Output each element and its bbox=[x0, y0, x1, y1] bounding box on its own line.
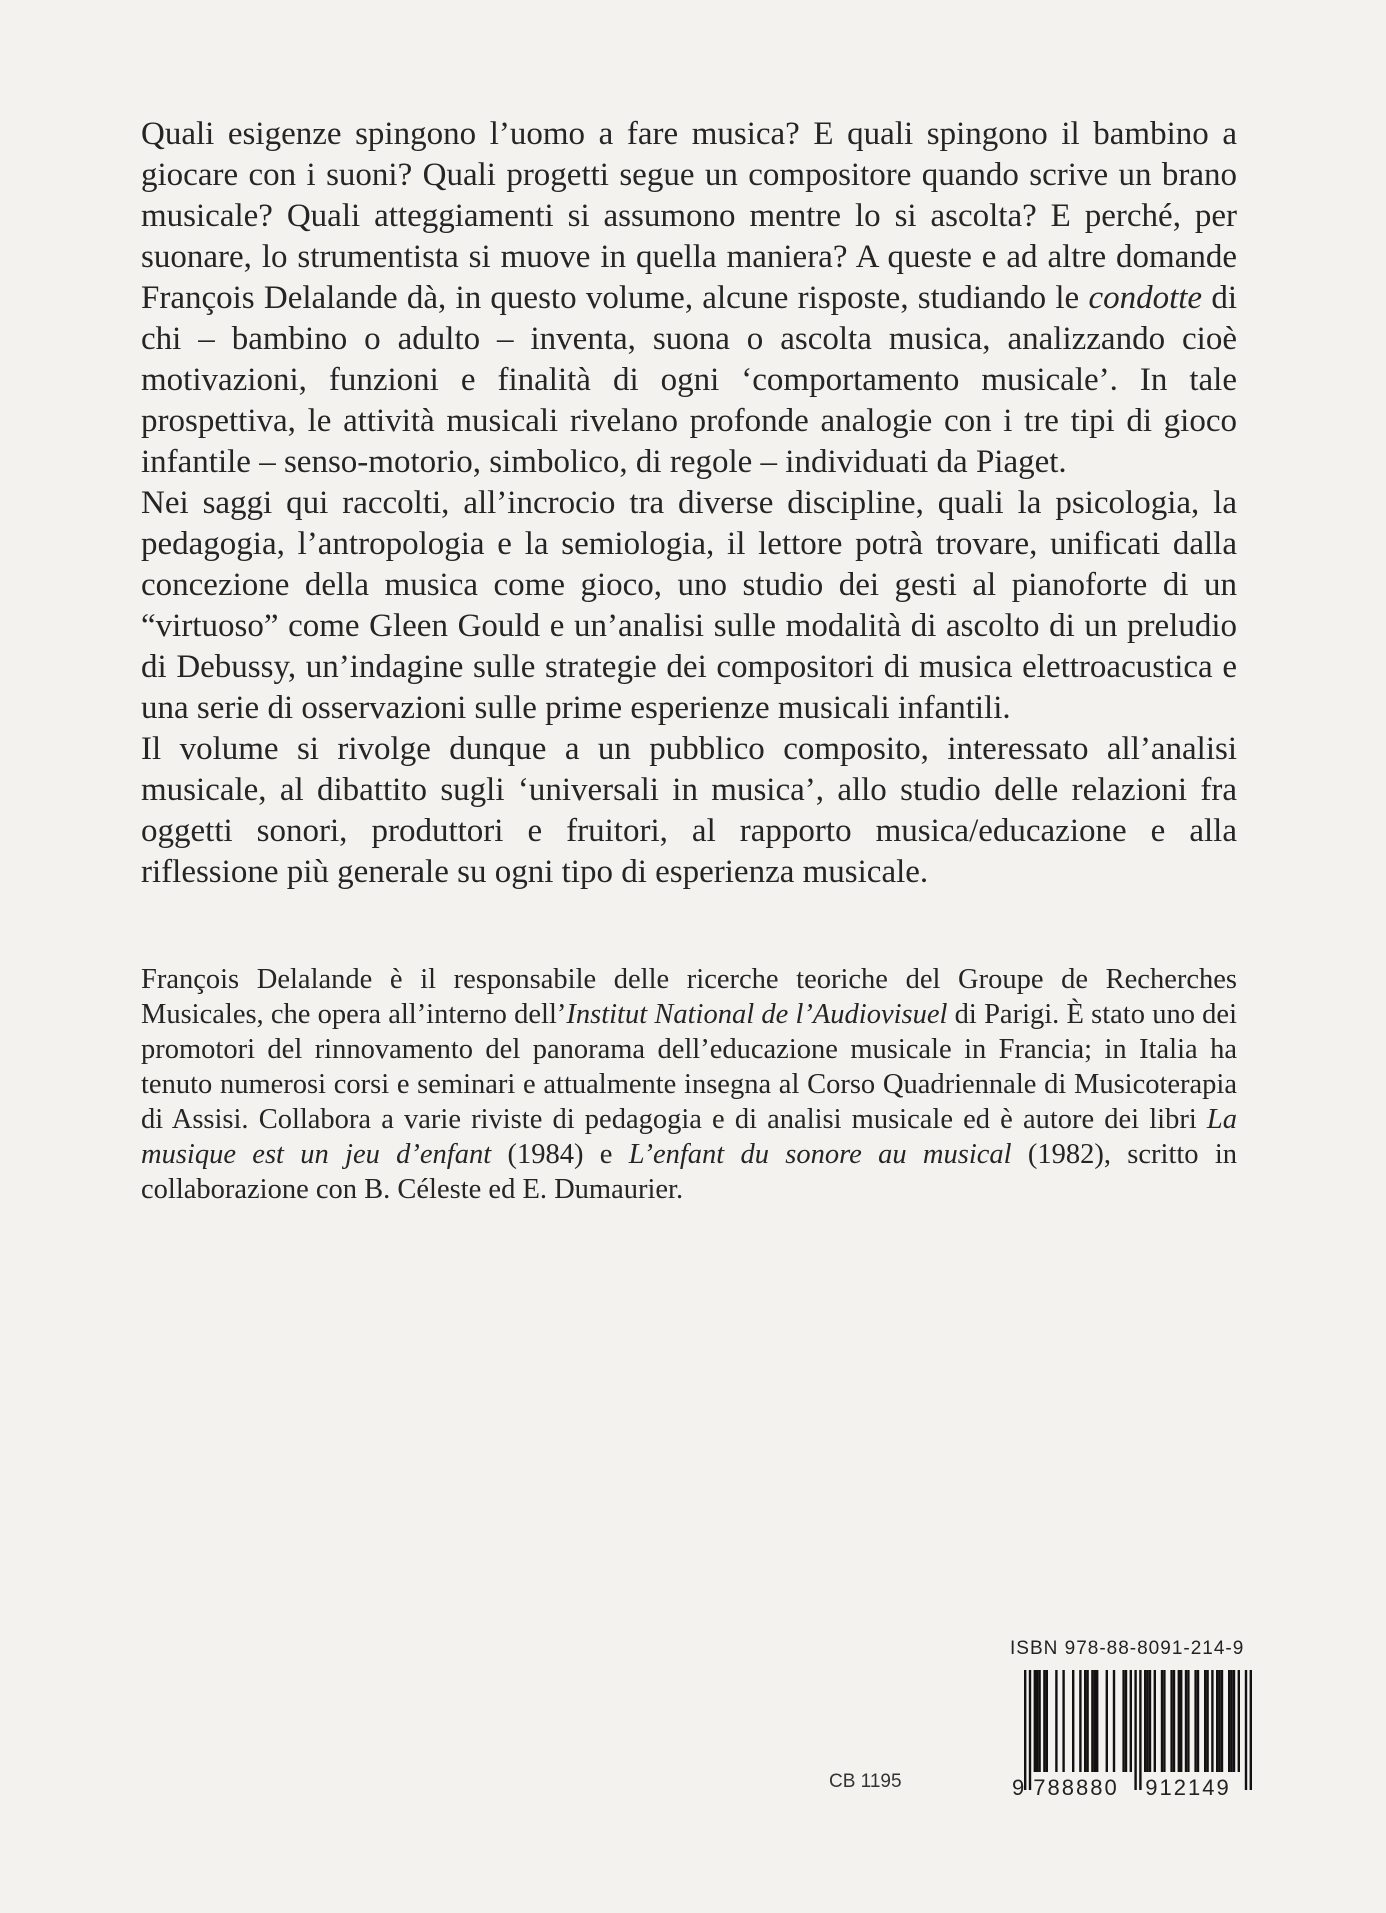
barcode-bar bbox=[1161, 1670, 1163, 1772]
barcode-bar bbox=[1178, 1670, 1180, 1772]
barcode-bar bbox=[1139, 1670, 1141, 1790]
barcode-bar bbox=[1072, 1670, 1074, 1772]
barcode-bar bbox=[1084, 1670, 1086, 1772]
barcode-bar bbox=[1034, 1670, 1036, 1772]
barcode-bar bbox=[1055, 1670, 1057, 1772]
barcode-left-digits: 788880 bbox=[1033, 1775, 1119, 1800]
barcode-bar bbox=[1122, 1670, 1124, 1772]
barcode-first-digit: 9 bbox=[1012, 1775, 1025, 1800]
author-bio-paragraph: François Delalande è il responsabile delle ricerche teoriche del Groupe de Recherches Musicales, che opera all’interno dell’Institut National de l’Audiovisuel di Parigi. È stato uno dei promotori del rinnovamento del panorama dell’educazione musicale in Francia; in Italia ha tenuto numerosi corsi e seminari e attualmente insegna al Corso Quadriennale di Musicoterapia di Assisi. Collabora a varie riviste di pedagogia e di analisi musicale ed è autore dei libri La musique est un jeu d’enfant (1984) e L’enfant du sonore au musical (1982), scritto in collaborazione con B. Céleste ed E. Dumaurier. bbox=[141, 964, 1238, 1205]
barcode-bar bbox=[1043, 1670, 1045, 1772]
barcode-bar bbox=[1113, 1670, 1115, 1772]
barcode-bar bbox=[1185, 1670, 1187, 1772]
barcode-bar bbox=[1130, 1670, 1132, 1772]
barcode-bar bbox=[1134, 1670, 1136, 1790]
barcode-bar bbox=[1086, 1670, 1088, 1772]
barcode-bar bbox=[1038, 1670, 1040, 1772]
barcode-bar bbox=[1046, 1670, 1048, 1772]
barcode-bar bbox=[1163, 1670, 1165, 1772]
barcode-bar bbox=[1091, 1670, 1093, 1772]
barcode-bar bbox=[1245, 1670, 1247, 1790]
barcode-bar bbox=[1211, 1670, 1213, 1772]
barcode-bar bbox=[1180, 1670, 1182, 1772]
barcode-bar bbox=[1230, 1670, 1232, 1772]
barcode-bar bbox=[1094, 1670, 1096, 1772]
barcode-bar bbox=[1228, 1670, 1230, 1772]
barcode-bar bbox=[1029, 1670, 1031, 1790]
barcode-bar bbox=[1079, 1670, 1081, 1772]
barcode-bar bbox=[1238, 1670, 1240, 1772]
italic-term: condotte bbox=[1088, 280, 1203, 316]
barcode-bar bbox=[1233, 1670, 1235, 1772]
barcode-bar bbox=[1036, 1670, 1038, 1772]
summary-paragraph-1: Quali esigenze spingono l’uomo a fare musica? E quali spingono il bambino a giocare con i suoni? Quali progetti segue un compositore quando scrive un brano musicale? Quali atteggiamenti si assumono mentre lo si ascolta? E perché, per suonare, lo strumentista si muove in quella maniera? A queste e ad altre domande François Delalande dà, in questo volume, alcune risposte, studiando le condotte di chi – bambino o adulto – inventa, suona o ascolta musica, analizzando cioè motivazioni, funzioni e finalità di ogni ‘comportamento musicale’. In tale prospettiva, le attività musicali rivelano profonde analogie con i tre tipi di gioco infantile – senso-motorio, simbolico, di regole – individuati da Piaget. bbox=[141, 116, 1237, 480]
barcode-bar bbox=[1204, 1670, 1206, 1772]
author-bio bbox=[141, 962, 1237, 1207]
barcode-bar bbox=[1024, 1670, 1026, 1790]
barcode-bar bbox=[1144, 1670, 1146, 1772]
barcode-graphic bbox=[1010, 1670, 1262, 1800]
barcode-bar bbox=[1221, 1670, 1223, 1772]
summary-text bbox=[141, 114, 1237, 893]
barcode-bar bbox=[1096, 1670, 1098, 1772]
barcode-bar bbox=[1149, 1670, 1151, 1772]
barcode-bar bbox=[1250, 1670, 1252, 1790]
barcode-right-digits: 912149 bbox=[1145, 1775, 1231, 1800]
barcode-bar bbox=[1206, 1670, 1208, 1772]
summary-paragraph-2: Nei saggi qui raccolti, all’incrocio tra diverse discipline, quali la psicologia, la pedagogia, l’antropologia e la semiologia, il lettore potrà trovare, unificati dalla concezione della musica come gioco, uno studio dei gesti al pianoforte di un “virtuoso” come Gleen Gould e un’analisi sulle modalità di ascolto di un preludio di Debussy, un’indagine sulle strategie dei compositori di musica elettroacustica e una serie di osservazioni sulle prime esperienze musicali infantili. bbox=[141, 485, 1237, 726]
barcode-bar bbox=[1197, 1670, 1199, 1772]
barcode-bar bbox=[1125, 1670, 1127, 1772]
barcode-bar bbox=[1173, 1670, 1175, 1772]
isbn-barcode bbox=[1010, 1670, 1262, 1800]
isbn-label: ISBN 978-88-8091-214-9 bbox=[1010, 1638, 1245, 1659]
barcode-bar bbox=[1194, 1670, 1196, 1772]
barcode-bar bbox=[1146, 1670, 1148, 1772]
barcode-bar bbox=[1218, 1670, 1220, 1772]
barcode-bar bbox=[1187, 1670, 1189, 1772]
barcode-bar bbox=[1106, 1670, 1108, 1772]
barcode-bar bbox=[1062, 1670, 1064, 1772]
catalog-code: CB 1195 bbox=[829, 1771, 902, 1792]
summary-paragraph-3: Il volume si rivolge dunque a un pubblico composito, interessato all’analisi musicale, al dibattito sugli ‘universali in musica’, allo studio delle relazioni fra oggetti sonori, produttori e fruitori, al rapporto musica/educazione e alla riflessione più generale su ogni tipo di esperienza musicale. bbox=[141, 731, 1237, 890]
barcode-bar bbox=[1154, 1670, 1156, 1772]
barcode-bar bbox=[1216, 1670, 1218, 1772]
barcode-bar bbox=[1170, 1670, 1172, 1772]
